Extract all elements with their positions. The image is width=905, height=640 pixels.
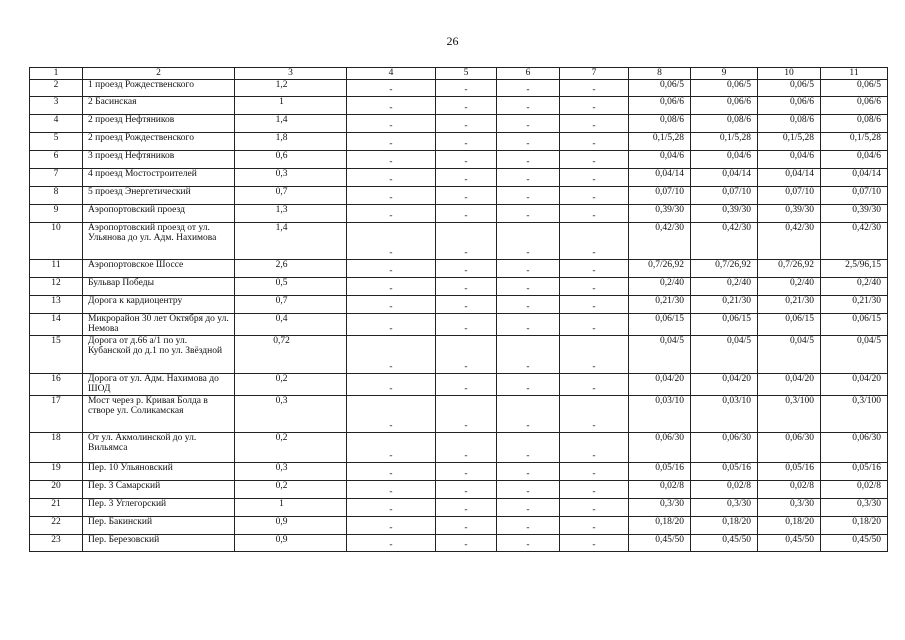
value-cell: -: [436, 259, 497, 277]
value-cell: -: [497, 498, 560, 516]
length-cell: 1,3: [235, 204, 347, 222]
value-cell: -: [436, 516, 497, 534]
table-row: [30, 516, 888, 534]
column-header: 11: [821, 68, 888, 80]
row-number-cell: 12: [30, 277, 83, 295]
value-cell: 0,07/10: [629, 186, 691, 204]
row-number-cell: 18: [30, 432, 83, 462]
row-number-cell: 22: [30, 516, 83, 534]
value-cell: -: [347, 277, 436, 295]
road-name-cell: Бульвар Победы: [83, 277, 235, 295]
value-cell: 0,04/14: [629, 168, 691, 186]
value-cell: -: [560, 373, 629, 395]
value-cell: -: [497, 259, 560, 277]
table-row: [30, 186, 888, 204]
row-number-cell: 13: [30, 295, 83, 313]
value-cell: 0,21/30: [629, 295, 691, 313]
row-number-cell: 14: [30, 313, 83, 335]
road-name-cell: От ул. Акмолинской до ул. Вильямса: [83, 432, 235, 462]
value-cell: 0,1/5,28: [758, 132, 821, 150]
value-cell: 2,5/96,15: [821, 259, 888, 277]
value-cell: 0,03/10: [691, 395, 758, 432]
row-number-cell: 6: [30, 150, 83, 168]
value-cell: 0,06/6: [629, 96, 691, 114]
value-cell: -: [347, 480, 436, 498]
length-cell: 1,8: [235, 132, 347, 150]
value-cell: 0,04/6: [821, 150, 888, 168]
table-row: [30, 395, 888, 432]
column-header: 3: [235, 68, 347, 80]
value-cell: 0,05/16: [821, 462, 888, 480]
road-name-cell: Аэропортовский проезд от ул. Ульянова до ул. Адм. Нахимова: [83, 222, 235, 259]
table-row: [30, 277, 888, 295]
value-cell: -: [347, 150, 436, 168]
value-cell: -: [560, 516, 629, 534]
value-cell: 0,04/20: [758, 373, 821, 395]
value-cell: 0,02/8: [691, 480, 758, 498]
value-cell: -: [436, 462, 497, 480]
value-cell: 0,42/30: [691, 222, 758, 259]
table-row: [30, 204, 888, 222]
column-header: 6: [497, 68, 560, 80]
value-cell: -: [560, 335, 629, 373]
value-cell: -: [347, 462, 436, 480]
road-name-cell: 2 проезд Рождественского: [83, 132, 235, 150]
value-cell: -: [436, 132, 497, 150]
row-number-cell: 16: [30, 373, 83, 395]
road-name-cell: Дорога к кардиоцентру: [83, 295, 235, 313]
table-row: [30, 313, 888, 335]
value-cell: 0,04/5: [821, 335, 888, 373]
row-number-cell: 17: [30, 395, 83, 432]
value-cell: -: [560, 204, 629, 222]
value-cell: -: [347, 395, 436, 432]
value-cell: 0,42/30: [758, 222, 821, 259]
value-cell: 0,06/15: [758, 313, 821, 335]
value-cell: 0,18/20: [758, 516, 821, 534]
table-row: [30, 295, 888, 313]
value-cell: -: [560, 462, 629, 480]
value-cell: -: [497, 313, 560, 335]
value-cell: -: [436, 373, 497, 395]
value-cell: 0,06/5: [758, 79, 821, 96]
value-cell: 0,2/40: [758, 277, 821, 295]
value-cell: -: [347, 79, 436, 96]
value-cell: 0,7/26,92: [758, 259, 821, 277]
length-cell: 0,3: [235, 168, 347, 186]
length-cell: 2,6: [235, 259, 347, 277]
column-header: 9: [691, 68, 758, 80]
value-cell: -: [347, 313, 436, 335]
value-cell: -: [436, 480, 497, 498]
value-cell: 0,45/50: [629, 534, 691, 551]
length-cell: 1,4: [235, 114, 347, 132]
value-cell: 0,05/16: [629, 462, 691, 480]
length-cell: 0,3: [235, 462, 347, 480]
value-cell: 0,08/6: [629, 114, 691, 132]
value-cell: 0,06/15: [821, 313, 888, 335]
value-cell: 0,2/40: [629, 277, 691, 295]
value-cell: 0,3/30: [629, 498, 691, 516]
value-cell: 0,42/30: [629, 222, 691, 259]
road-name-cell: 3 проезд Нефтяников: [83, 150, 235, 168]
value-cell: 0,06/5: [629, 79, 691, 96]
value-cell: -: [436, 150, 497, 168]
length-cell: 0,72: [235, 335, 347, 373]
value-cell: -: [436, 395, 497, 432]
value-cell: 0,04/5: [691, 335, 758, 373]
value-cell: -: [347, 132, 436, 150]
row-number-cell: 2: [30, 79, 83, 96]
value-cell: 0,07/10: [821, 186, 888, 204]
value-cell: 0,3/100: [821, 395, 888, 432]
value-cell: 0,04/20: [691, 373, 758, 395]
column-header: 5: [436, 68, 497, 80]
value-cell: -: [497, 534, 560, 551]
value-cell: -: [347, 373, 436, 395]
value-cell: 0,04/6: [691, 150, 758, 168]
value-cell: 0,21/30: [691, 295, 758, 313]
value-cell: -: [560, 498, 629, 516]
value-cell: -: [497, 516, 560, 534]
value-cell: -: [436, 186, 497, 204]
road-name-cell: Микрорайон 30 лет Октября до ул. Немова: [83, 313, 235, 335]
value-cell: 0,06/30: [821, 432, 888, 462]
value-cell: 0,3/30: [758, 498, 821, 516]
row-number-cell: 11: [30, 259, 83, 277]
value-cell: 0,7/26,92: [629, 259, 691, 277]
length-cell: 0,2: [235, 432, 347, 462]
road-name-cell: Аэропортовское Шоссе: [83, 259, 235, 277]
table-row: [30, 498, 888, 516]
value-cell: 0,3/30: [691, 498, 758, 516]
value-cell: -: [497, 79, 560, 96]
value-cell: -: [560, 277, 629, 295]
value-cell: -: [497, 168, 560, 186]
value-cell: -: [560, 259, 629, 277]
value-cell: -: [436, 204, 497, 222]
value-cell: 0,08/6: [821, 114, 888, 132]
road-name-cell: Мост через р. Кривая Болда в створе ул. Соликамская: [83, 395, 235, 432]
length-cell: 0,9: [235, 516, 347, 534]
value-cell: -: [436, 79, 497, 96]
value-cell: -: [436, 114, 497, 132]
value-cell: 0,1/5,28: [691, 132, 758, 150]
value-cell: -: [347, 335, 436, 373]
value-cell: 0,1/5,28: [821, 132, 888, 150]
value-cell: -: [347, 114, 436, 132]
value-cell: -: [436, 295, 497, 313]
row-number-cell: 21: [30, 498, 83, 516]
value-cell: 0,02/8: [758, 480, 821, 498]
value-cell: -: [347, 432, 436, 462]
value-cell: 0,39/30: [821, 204, 888, 222]
value-cell: 0,7/26,92: [691, 259, 758, 277]
value-cell: -: [560, 432, 629, 462]
column-header: 1: [30, 68, 83, 80]
value-cell: 0,04/6: [758, 150, 821, 168]
value-cell: 0,07/10: [758, 186, 821, 204]
table-row: [30, 150, 888, 168]
row-number-cell: 8: [30, 186, 83, 204]
road-name-cell: 2 проезд Нефтяников: [83, 114, 235, 132]
value-cell: -: [497, 373, 560, 395]
table-row: [30, 222, 888, 259]
value-cell: -: [497, 277, 560, 295]
row-number-cell: 23: [30, 534, 83, 551]
road-name-cell: Дорога от ул. Адм. Нахимова до ШОД: [83, 373, 235, 395]
row-number-cell: 15: [30, 335, 83, 373]
value-cell: 0,08/6: [691, 114, 758, 132]
value-cell: -: [560, 222, 629, 259]
road-name-cell: Пер. 3 Углегорский: [83, 498, 235, 516]
length-cell: 0,7: [235, 186, 347, 204]
road-name-cell: 5 проезд Энергетический: [83, 186, 235, 204]
length-cell: 0,5: [235, 277, 347, 295]
value-cell: 0,45/50: [821, 534, 888, 551]
value-cell: -: [347, 295, 436, 313]
value-cell: -: [347, 186, 436, 204]
table-row: [30, 480, 888, 498]
value-cell: 0,39/30: [629, 204, 691, 222]
value-cell: -: [497, 186, 560, 204]
length-cell: 0,2: [235, 480, 347, 498]
length-cell: 0,9: [235, 534, 347, 551]
value-cell: 0,06/6: [758, 96, 821, 114]
road-name-cell: Пер. 10 Ульяновский: [83, 462, 235, 480]
value-cell: 0,04/20: [629, 373, 691, 395]
length-cell: 0,6: [235, 150, 347, 168]
value-cell: -: [347, 259, 436, 277]
row-number-cell: 4: [30, 114, 83, 132]
road-name-cell: Пер. Бакинский: [83, 516, 235, 534]
value-cell: -: [497, 335, 560, 373]
value-cell: 0,02/8: [629, 480, 691, 498]
value-cell: -: [497, 204, 560, 222]
row-number-cell: 10: [30, 222, 83, 259]
table-row: [30, 132, 888, 150]
value-cell: -: [497, 295, 560, 313]
value-cell: -: [560, 96, 629, 114]
value-cell: 0,06/5: [821, 79, 888, 96]
value-cell: -: [560, 150, 629, 168]
value-cell: 0,04/5: [629, 335, 691, 373]
value-cell: 0,18/20: [821, 516, 888, 534]
value-cell: 0,39/30: [758, 204, 821, 222]
value-cell: -: [436, 498, 497, 516]
value-cell: 0,04/14: [821, 168, 888, 186]
value-cell: -: [497, 432, 560, 462]
column-header: 2: [83, 68, 235, 80]
value-cell: 0,1/5,28: [629, 132, 691, 150]
table-row: [30, 432, 888, 462]
road-name-cell: 1 проезд Рождественского: [83, 79, 235, 96]
value-cell: -: [497, 395, 560, 432]
column-header: 4: [347, 68, 436, 80]
value-cell: -: [347, 204, 436, 222]
length-cell: 1,2: [235, 79, 347, 96]
value-cell: -: [560, 186, 629, 204]
table-row: [30, 335, 888, 373]
value-cell: 0,03/10: [629, 395, 691, 432]
value-cell: 0,2/40: [691, 277, 758, 295]
value-cell: 0,07/10: [691, 186, 758, 204]
table-row: [30, 373, 888, 395]
value-cell: 0,08/6: [758, 114, 821, 132]
value-cell: -: [436, 96, 497, 114]
row-number-cell: 20: [30, 480, 83, 498]
value-cell: -: [560, 295, 629, 313]
row-number-cell: 5: [30, 132, 83, 150]
value-cell: -: [436, 277, 497, 295]
value-cell: 0,18/20: [691, 516, 758, 534]
column-header: 7: [560, 68, 629, 80]
table-row: [30, 79, 888, 96]
value-cell: 0,04/14: [758, 168, 821, 186]
value-cell: 0,42/30: [821, 222, 888, 259]
value-cell: 0,21/30: [821, 295, 888, 313]
value-cell: -: [560, 114, 629, 132]
road-name-cell: 2 Басинская: [83, 96, 235, 114]
value-cell: -: [497, 462, 560, 480]
column-header: 10: [758, 68, 821, 80]
length-cell: 0,3: [235, 395, 347, 432]
value-cell: -: [347, 498, 436, 516]
length-cell: 0,4: [235, 313, 347, 335]
value-cell: -: [347, 168, 436, 186]
road-name-cell: Аэропортовский проезд: [83, 204, 235, 222]
value-cell: 0,04/5: [758, 335, 821, 373]
value-cell: 0,06/30: [758, 432, 821, 462]
value-cell: 0,05/16: [758, 462, 821, 480]
roads-table: [29, 67, 888, 552]
value-cell: 0,05/16: [691, 462, 758, 480]
value-cell: 0,04/14: [691, 168, 758, 186]
value-cell: -: [436, 168, 497, 186]
road-name-cell: Пер. Березовский: [83, 534, 235, 551]
value-cell: -: [436, 335, 497, 373]
value-cell: -: [347, 516, 436, 534]
table-row: [30, 114, 888, 132]
value-cell: 0,06/6: [821, 96, 888, 114]
value-cell: 0,45/50: [691, 534, 758, 551]
value-cell: 0,06/5: [691, 79, 758, 96]
value-cell: -: [560, 79, 629, 96]
row-number-cell: 3: [30, 96, 83, 114]
length-cell: 0,7: [235, 295, 347, 313]
table-row: [30, 259, 888, 277]
value-cell: -: [497, 150, 560, 168]
value-cell: -: [497, 96, 560, 114]
value-cell: -: [497, 114, 560, 132]
value-cell: -: [497, 132, 560, 150]
value-cell: 0,04/20: [821, 373, 888, 395]
value-cell: 0,45/50: [758, 534, 821, 551]
value-cell: 0,39/30: [691, 204, 758, 222]
value-cell: -: [497, 480, 560, 498]
row-number-cell: 9: [30, 204, 83, 222]
value-cell: -: [560, 168, 629, 186]
value-cell: -: [347, 534, 436, 551]
value-cell: -: [560, 132, 629, 150]
value-cell: -: [347, 96, 436, 114]
value-cell: -: [436, 313, 497, 335]
value-cell: -: [497, 222, 560, 259]
table-row: [30, 534, 888, 551]
page-number: 26: [446, 34, 459, 48]
length-cell: 0,2: [235, 373, 347, 395]
length-cell: 1: [235, 498, 347, 516]
header-row: [30, 68, 888, 80]
road-name-cell: 4 проезд Мостостроителей: [83, 168, 235, 186]
value-cell: 0,2/40: [821, 277, 888, 295]
value-cell: -: [560, 534, 629, 551]
value-cell: -: [560, 480, 629, 498]
column-header: 8: [629, 68, 691, 80]
value-cell: 0,06/30: [629, 432, 691, 462]
value-cell: 0,18/20: [629, 516, 691, 534]
table-row: [30, 168, 888, 186]
value-cell: 0,04/6: [629, 150, 691, 168]
length-cell: 1,4: [235, 222, 347, 259]
length-cell: 1: [235, 96, 347, 114]
value-cell: -: [436, 534, 497, 551]
value-cell: 0,06/15: [629, 313, 691, 335]
table-row: [30, 96, 888, 114]
value-cell: 0,3/30: [821, 498, 888, 516]
value-cell: 0,06/15: [691, 313, 758, 335]
value-cell: 0,06/6: [691, 96, 758, 114]
value-cell: -: [560, 395, 629, 432]
value-cell: 0,3/100: [758, 395, 821, 432]
value-cell: 0,06/30: [691, 432, 758, 462]
value-cell: -: [436, 432, 497, 462]
value-cell: 0,02/8: [821, 480, 888, 498]
row-number-cell: 7: [30, 168, 83, 186]
row-number-cell: 19: [30, 462, 83, 480]
value-cell: 0,21/30: [758, 295, 821, 313]
table-row: [30, 462, 888, 480]
value-cell: -: [436, 222, 497, 259]
road-name-cell: Пер. 3 Самарский: [83, 480, 235, 498]
value-cell: -: [560, 313, 629, 335]
road-name-cell: Дорога от д.66 а/1 по ул. Кубанской до д.1 по ул. Звёздной: [83, 335, 235, 373]
value-cell: -: [347, 222, 436, 259]
